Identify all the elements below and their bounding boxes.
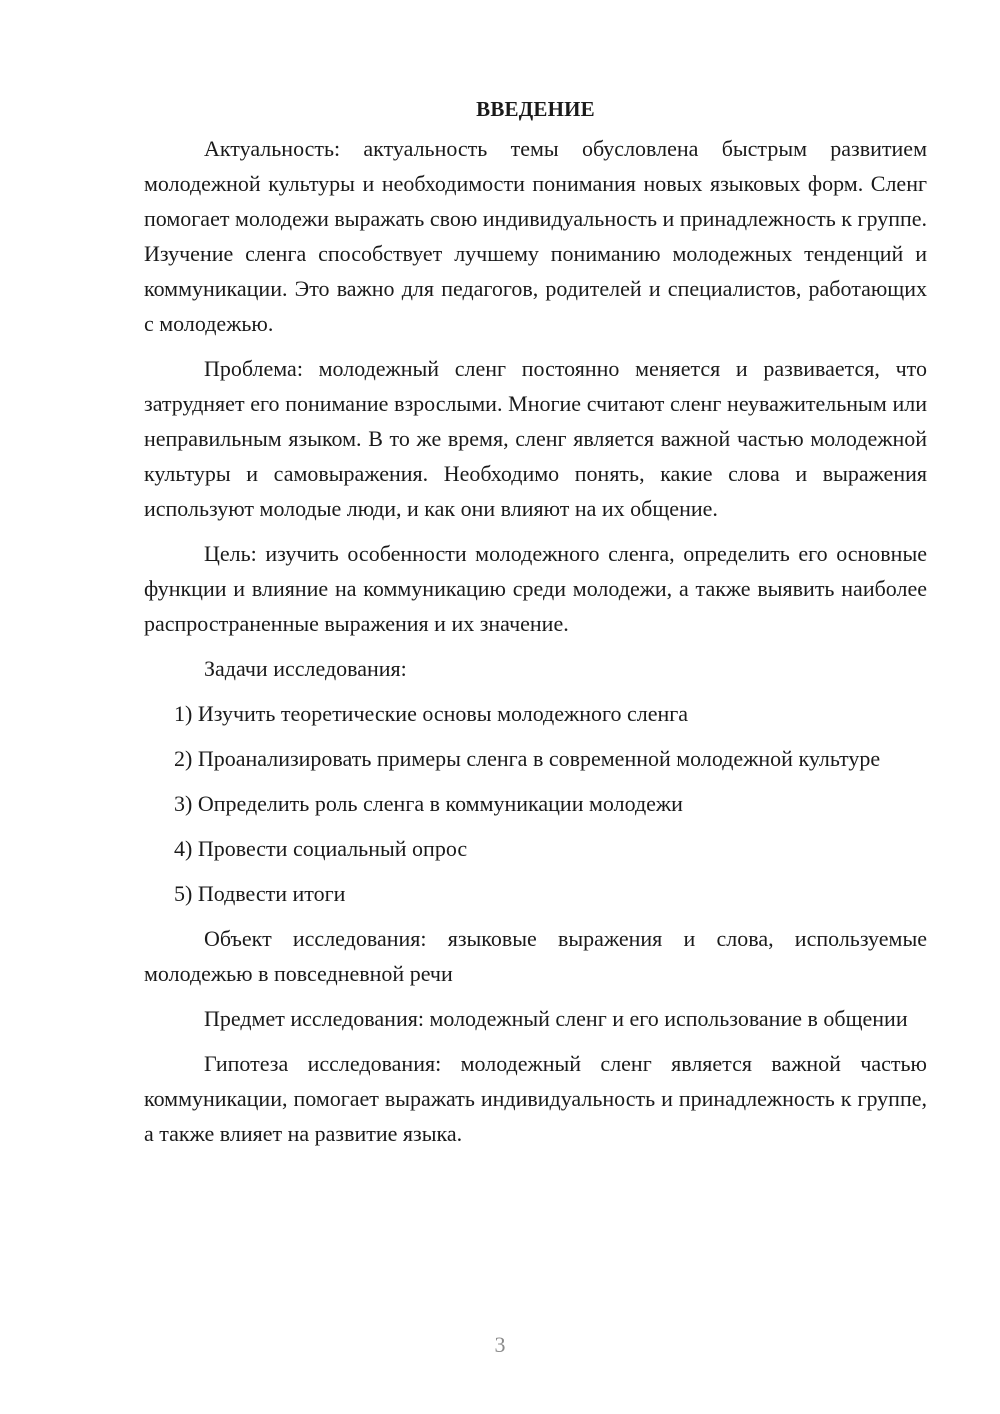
page-content (144, 92, 927, 1161)
task-item: 5) Подвести итоги (174, 881, 346, 906)
page-number: 3 (494, 1332, 506, 1357)
goal-paragraph: Цель: изучить особенности молодежного сленга, определить его основные функции и влияние на коммуникацию среди молодежи, а также выявить наиболее распространенные выражения и их значение. (144, 541, 927, 636)
task-item: 1) Изучить теоретические основы молодежного сленга (174, 701, 689, 726)
problem-paragraph: Проблема: молодежный сленг постоянно меняется и развивается, что затрудняет его понимание взрослыми. Многие считают сленг неуважительным или неправильным языком. В то же время, сленг является важной частью молодежной культуры и самовыражения. Необходимо понять, какие слова и выражения используют молодые люди, и как они влияют на их общение. (144, 356, 927, 521)
tasks-title: Задачи исследования: (204, 656, 407, 681)
relevance-paragraph: Актуальность: актуальность темы обусловлена быстрым развитием молодежной культуры и необходимости понимания новых языковых форм. Сленг помогает молодежи выражать свою индивидуальность и принадлежность к группе. Изучение сленга способствует лучшему пониманию молодежных тенденций и коммуникации. Это важно для педагогов, родителей и специалистов, работающих с молодежью. (144, 136, 928, 336)
task-item: 4) Провести социальный опрос (174, 836, 468, 861)
task-item: 2) Проанализировать примеры сленга в современной молодежной культуре (174, 746, 881, 771)
task-item: 3) Определить роль сленга в коммуникации молодежи (174, 791, 683, 816)
subject-paragraph: Предмет исследования: молодежный сленг и его использование в общении (204, 1006, 908, 1031)
object-paragraph: Объект исследования: языковые выражения и слова, используемые молодежью в повседневной речи (144, 926, 927, 986)
hypothesis-paragraph: Гипотеза исследования: молодежный сленг является важной частью коммуникации, помогает выражать индивидуальность и принадлежность к группе, а также влияет на развитие языка. (144, 1051, 927, 1146)
section-heading: ВВЕДЕНИЕ (476, 97, 595, 121)
